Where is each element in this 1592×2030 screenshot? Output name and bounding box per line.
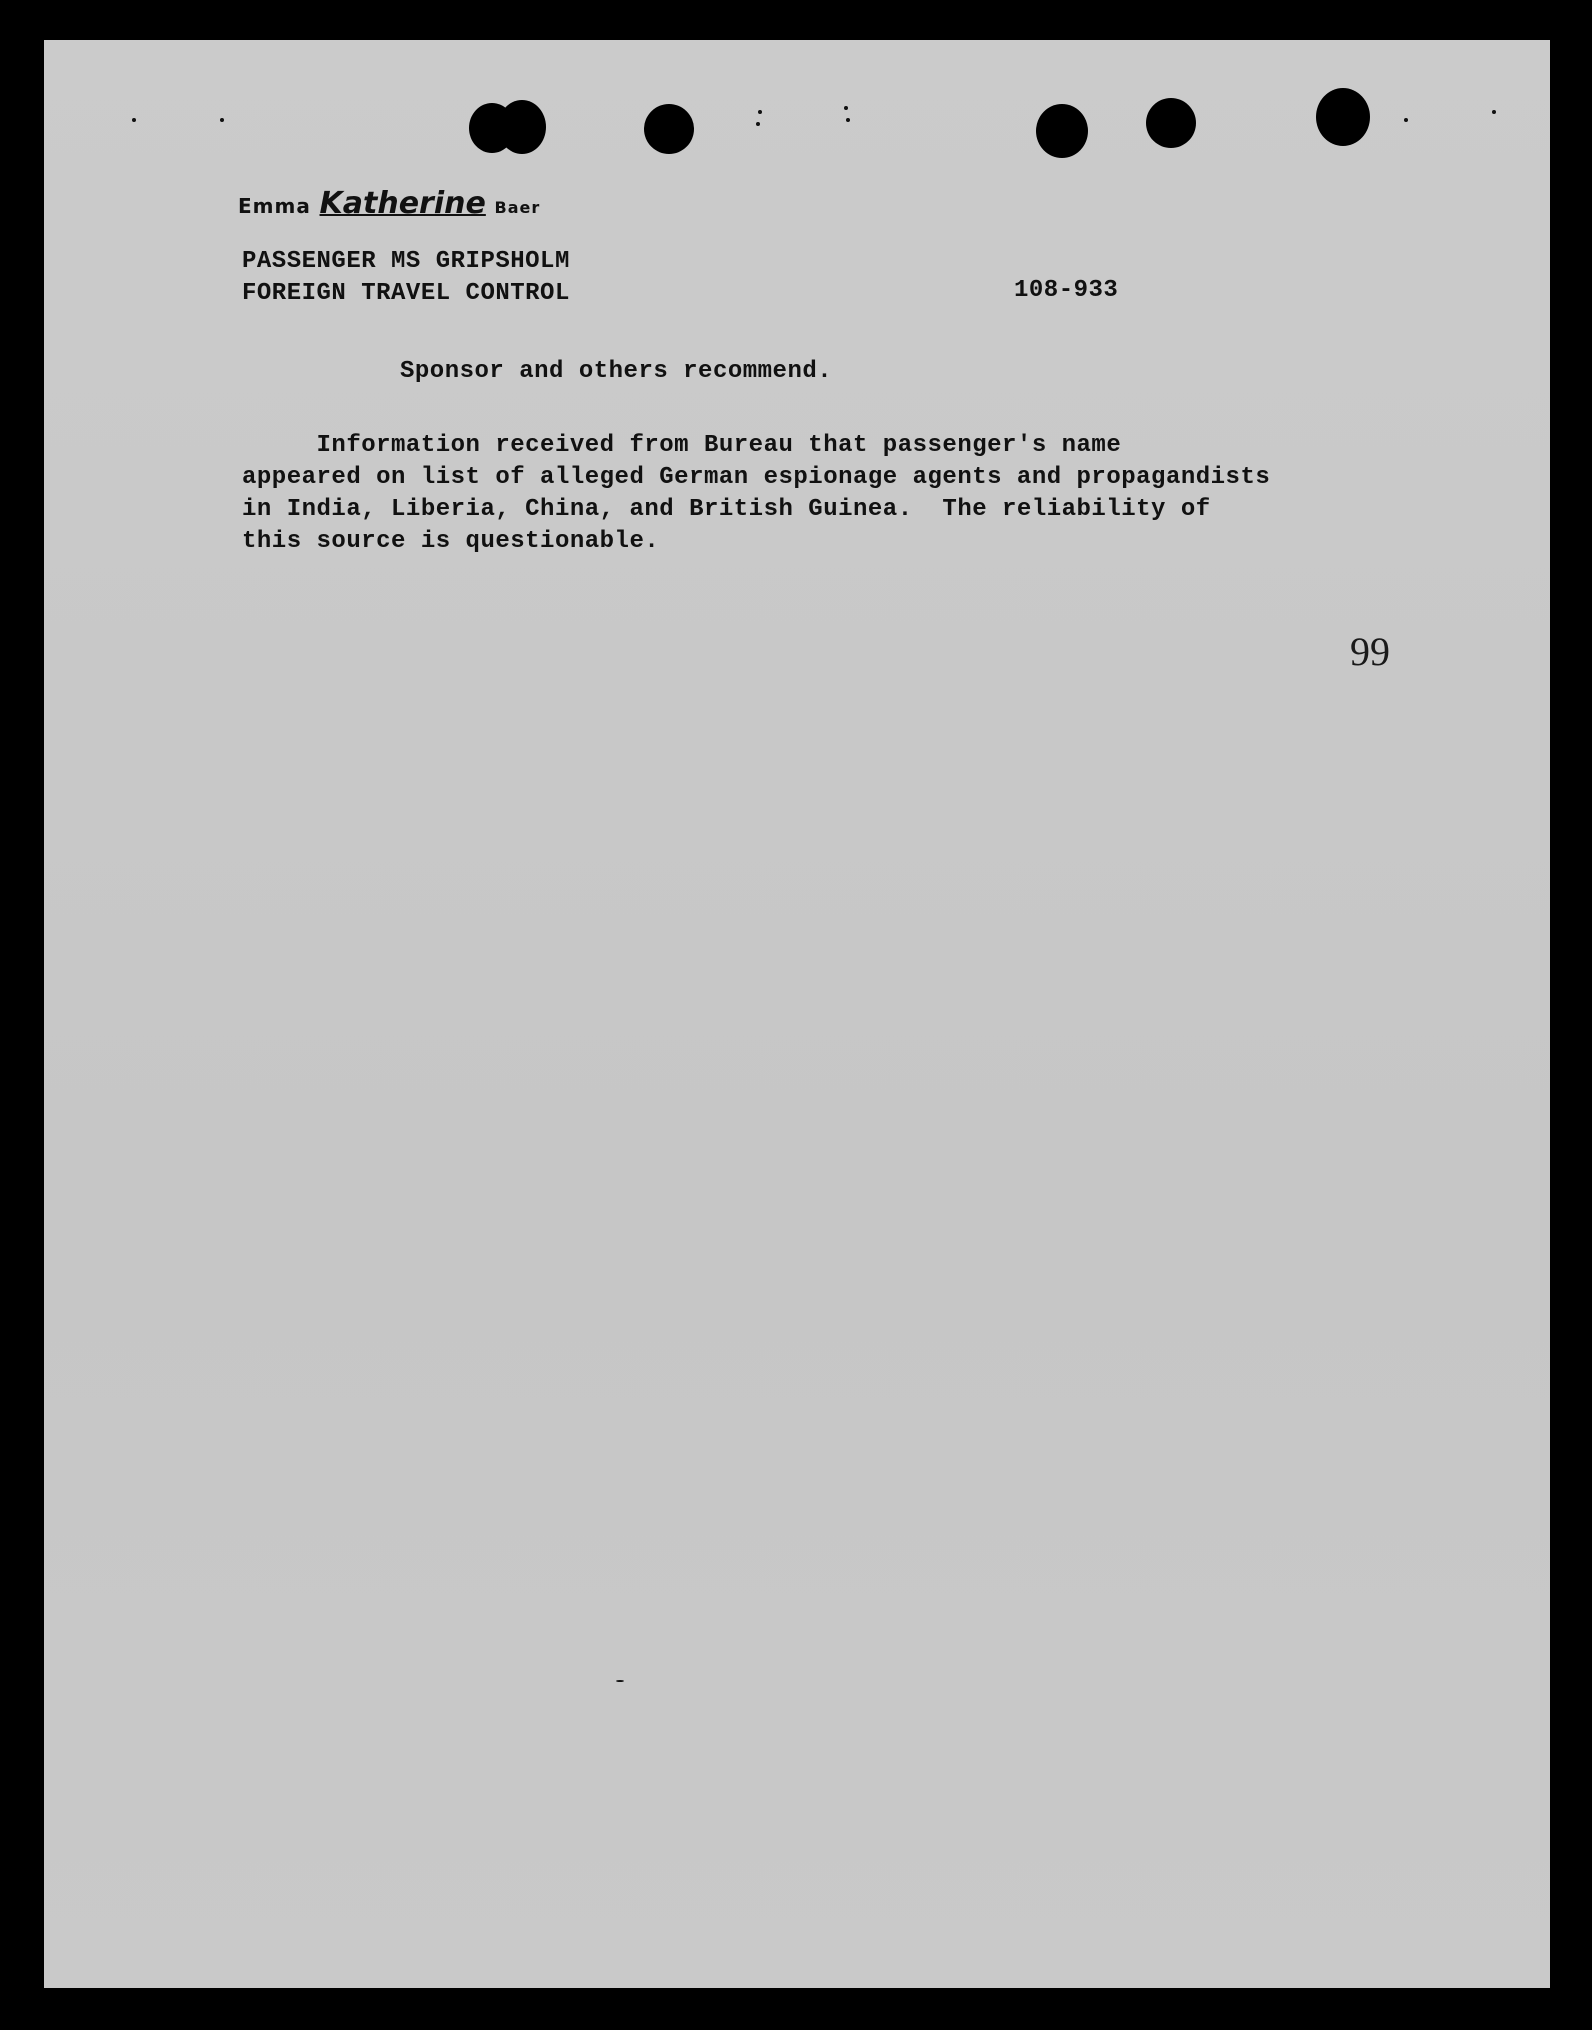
punch-hole: [1316, 88, 1370, 146]
info-line: in India, Liberia, China, and British Guinea. The reliability of: [242, 496, 1211, 523]
punch-hole: [498, 100, 546, 154]
speck: [844, 106, 848, 110]
speck: [220, 118, 224, 122]
handwritten-last-name: Baer: [494, 198, 541, 217]
info-line: this source is questionable.: [242, 528, 660, 555]
speck: [1404, 118, 1408, 122]
speck: [846, 118, 850, 122]
speck: [1492, 110, 1496, 114]
handwritten-first-name: Emma: [238, 194, 311, 218]
speck: [756, 122, 760, 126]
speck: [758, 110, 762, 114]
handwritten-middle-name: Katherine: [319, 186, 486, 221]
info-line: appeared on list of alleged German espionage agents and propagandists: [242, 464, 1271, 491]
page-number: 99: [1350, 629, 1390, 674]
document-page: [44, 40, 1550, 1988]
speck: [616, 1680, 624, 1682]
speck: [132, 118, 136, 122]
info-line: Information received from Bureau that passenger's name: [242, 432, 1122, 459]
punch-hole: [644, 104, 694, 154]
sponsor-line: Sponsor and others recommend.: [400, 358, 833, 385]
punch-hole: [1146, 98, 1196, 148]
handwritten-name: [238, 186, 540, 221]
header-department-line: FOREIGN TRAVEL CONTROL: [242, 280, 570, 307]
header-passenger-line: PASSENGER MS GRIPSHOLM: [242, 248, 570, 275]
punch-hole: [1036, 104, 1088, 158]
file-number: 108-933: [1014, 277, 1119, 304]
